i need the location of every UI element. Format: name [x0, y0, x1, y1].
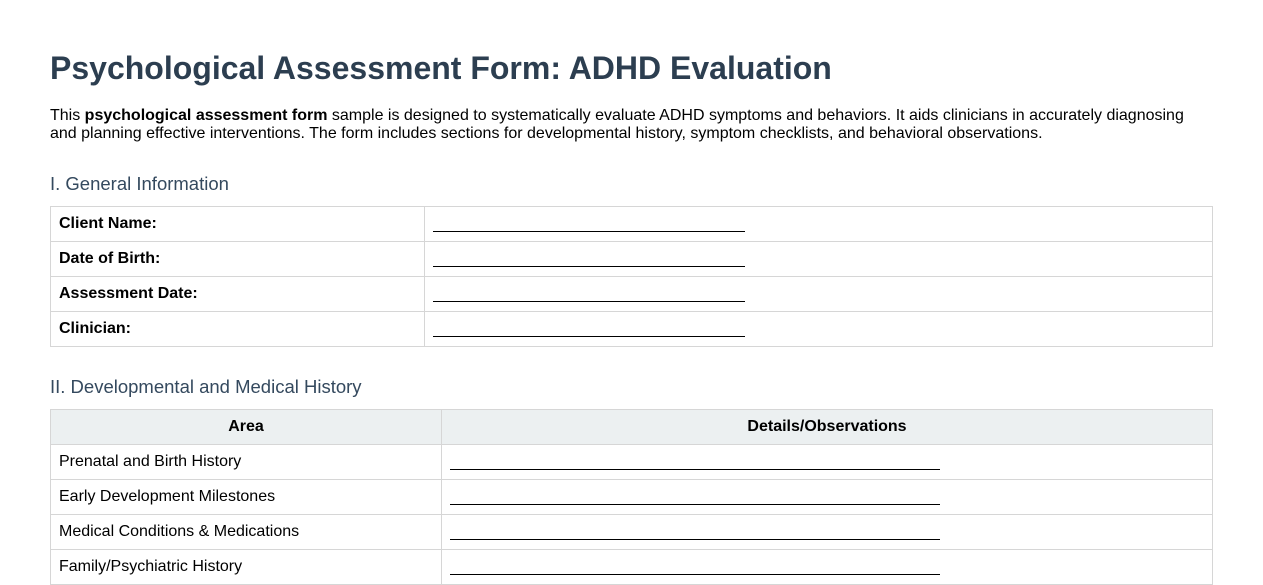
table-row — [51, 312, 1213, 347]
intro-prefix: This — [50, 107, 85, 124]
field-value-cell — [425, 207, 1213, 242]
details-field[interactable] — [450, 488, 940, 505]
table-row — [51, 445, 1213, 480]
section-heading-history: II. Developmental and Medical History — [50, 376, 362, 397]
area-cell: Family/Psychiatric History — [51, 550, 442, 585]
intro-suffix: sample is designed to systematically evaluate ADHD symptoms and behaviors. It aids clinicians in accurately diagnosing and planning effective interventions. The form includes sections for developmental history, symptom checklists, and behavioral observations. — [50, 107, 1184, 142]
section-heading-general: I. General Information — [50, 173, 229, 194]
details-field[interactable] — [450, 523, 940, 540]
field-label: Assessment Date: — [51, 277, 425, 312]
history-table — [50, 409, 1213, 585]
table-header-row — [51, 410, 1213, 445]
field-label: Clinician: — [51, 312, 425, 347]
table-row — [51, 207, 1213, 242]
general-info-table — [50, 206, 1213, 347]
area-cell: Prenatal and Birth History — [51, 445, 442, 480]
table-row — [51, 480, 1213, 515]
details-field[interactable] — [450, 453, 940, 470]
page-title: Psychological Assessment Form: ADHD Evaluation — [50, 50, 832, 86]
area-cell: Medical Conditions & Medications — [51, 515, 442, 550]
table-row — [51, 515, 1213, 550]
column-header-area: Area — [51, 410, 442, 445]
field-value-cell — [425, 312, 1213, 347]
area-cell: Early Development Milestones — [51, 480, 442, 515]
details-cell — [442, 515, 1213, 550]
clinician-field[interactable] — [433, 320, 745, 337]
assessment-date-field[interactable] — [433, 285, 745, 302]
column-header-details: Details/Observations — [442, 410, 1213, 445]
client-name-field[interactable] — [433, 215, 745, 232]
details-cell — [442, 445, 1213, 480]
field-label: Client Name: — [51, 207, 425, 242]
table-row — [51, 277, 1213, 312]
field-label: Date of Birth: — [51, 242, 425, 277]
field-value-cell — [425, 277, 1213, 312]
details-cell — [442, 480, 1213, 515]
intro-bold: psychological assessment form — [84, 107, 328, 124]
intro-paragraph — [50, 107, 1210, 143]
field-value-cell — [425, 242, 1213, 277]
table-row — [51, 550, 1213, 585]
table-row — [51, 242, 1213, 277]
date-of-birth-field[interactable] — [433, 250, 745, 267]
details-field[interactable] — [450, 558, 940, 575]
details-cell — [442, 550, 1213, 585]
